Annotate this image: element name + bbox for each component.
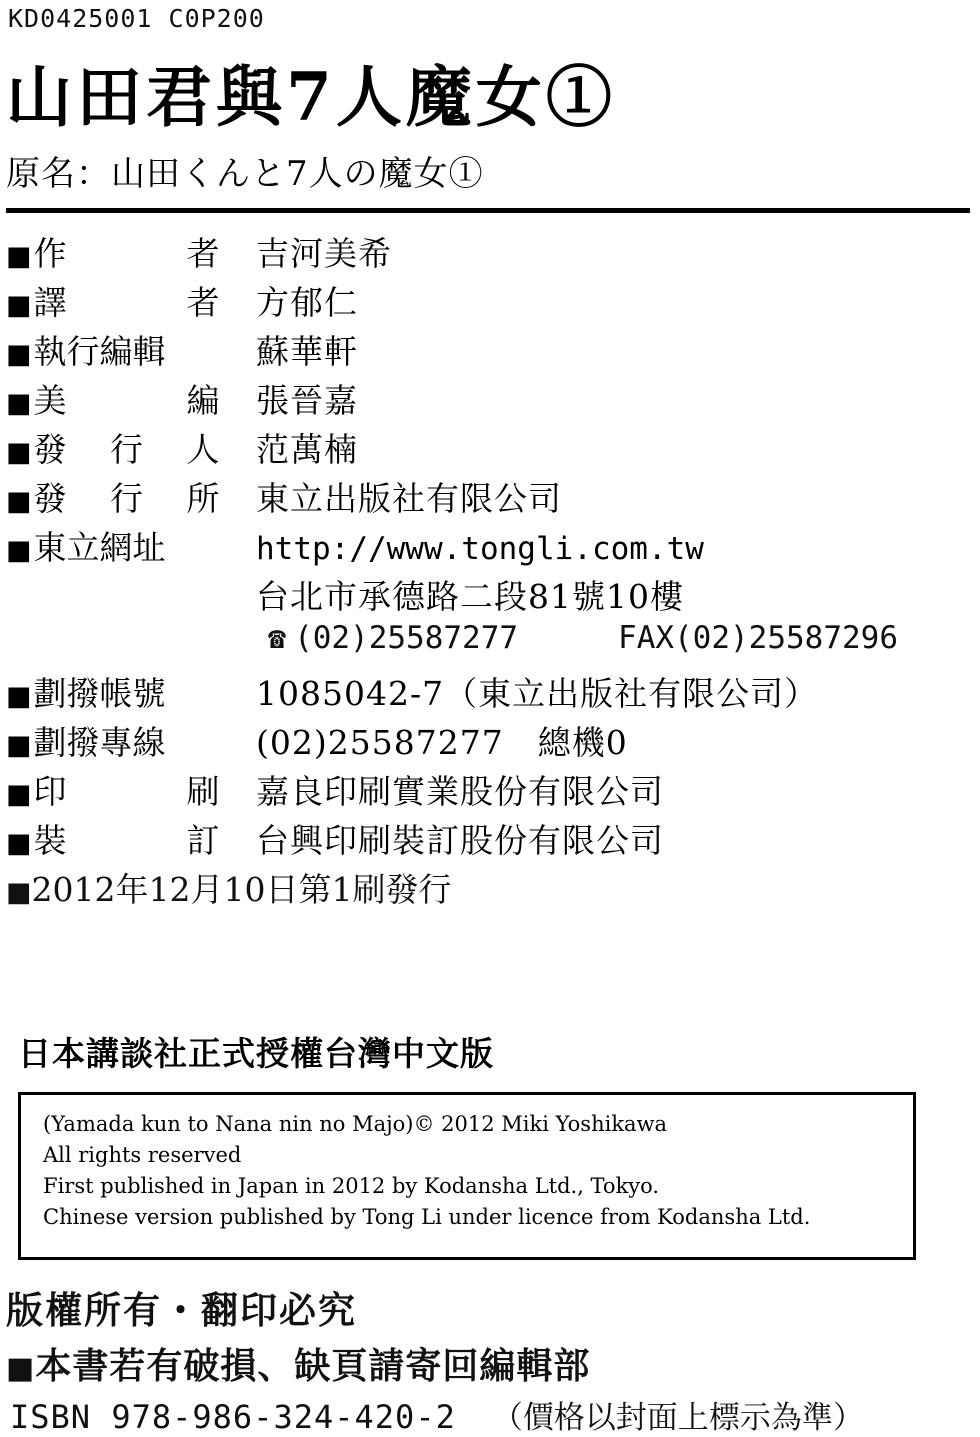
bullet-icon: ■ (6, 877, 32, 908)
credit-label-printing: ■ 印 刷 (6, 772, 220, 811)
credit-label-website: ■東立網址 (6, 528, 166, 567)
rights-reserved-text: 版權所有・翻印必究 (6, 1288, 357, 1332)
contact-row (6, 620, 972, 668)
credit-value-publisher-person: 范萬楠 (256, 430, 358, 469)
credit-value-binding: 台興印刷裝訂股份有限公司 (256, 821, 664, 860)
copyright-box (18, 1092, 916, 1260)
bullet-icon: ■ (6, 730, 32, 761)
credit-row-binding (6, 815, 972, 864)
bullet-icon: ■ (6, 388, 32, 419)
isbn-number: ISBN 978-986-324-420-2 (10, 1398, 456, 1436)
credit-value-author: 吉河美希 (256, 234, 392, 273)
credit-row-designer (6, 375, 972, 424)
copyright-line-1: (Yamada kun to Nana nin no Majo)© 2012 Miki Yoshikawa (43, 1112, 668, 1136)
credit-label-account-line: ■劃撥專線 (6, 723, 166, 762)
fax-number: FAX(02)25587296 (618, 620, 898, 656)
bullet-icon: ■ (6, 1351, 36, 1386)
copyright-line-2: All rights reserved (43, 1143, 242, 1167)
credit-row-account (6, 668, 972, 717)
credit-value-translator: 方郁仁 (256, 283, 358, 322)
credit-row-translator (6, 277, 972, 326)
credit-label-designer: ■ 美 編 (6, 381, 220, 420)
credit-label-publisher-person: ■ 發 行 人 (6, 430, 220, 469)
divider-top (6, 208, 970, 213)
credit-row-editor (6, 326, 972, 375)
credit-label-binding: ■ 裝 訂 (6, 821, 220, 860)
credit-label-translator: ■ 譯 者 (6, 283, 220, 322)
credit-value-editor: 蘇華軒 (256, 332, 358, 371)
credit-label-author: ■ 作 者 (6, 234, 220, 273)
bullet-icon: ■ (6, 290, 32, 321)
isbn-row (10, 1392, 970, 1437)
address-row (6, 571, 972, 620)
bullet-icon: ■ (6, 779, 32, 810)
credit-row-publisher (6, 473, 972, 522)
credit-value-designer: 張晉嘉 (256, 381, 358, 420)
original-title: 原名：山田くんと7人の魔女① (6, 154, 484, 194)
credit-row-author (6, 228, 972, 277)
publish-date-row (6, 864, 972, 914)
publisher-address: 台北市承德路二段81號10樓 (256, 577, 684, 616)
copyright-line-3: First published in Japan in 2012 by Kodansha Ltd., Tokyo. (43, 1174, 660, 1198)
credit-value-printing: 嘉良印刷實業股份有限公司 (256, 772, 664, 811)
credit-row-printing (6, 766, 972, 815)
telephone-icon: ☎ (268, 621, 287, 656)
credit-label-account: ■劃撥帳號 (6, 674, 166, 713)
credit-row-account-line (6, 717, 972, 766)
bullet-icon: ■ (6, 535, 32, 566)
credit-value-account-line: (02)25587277 總機0 (256, 723, 628, 762)
page-title: 山田君與7人魔女① (6, 58, 616, 136)
credit-label-editor: ■執行編輯 (6, 332, 166, 371)
license-heading: 日本講談社正式授權台灣中文版 (18, 1034, 494, 1073)
price-note: （價格以封面上標示為準） (491, 1400, 864, 1436)
website-url[interactable]: http://www.tongli.com.tw (256, 531, 704, 567)
bullet-icon: ■ (6, 681, 32, 712)
credits-block (6, 228, 972, 914)
credit-value-account: 1085042-7（東立出版社有限公司） (256, 674, 819, 713)
copyright-line-4: Chinese version published by Tong Li under licence from Kodansha Ltd. (43, 1205, 811, 1229)
phone-number: ☎ (02)25587277 (268, 620, 519, 656)
bullet-icon: ■ (6, 241, 32, 272)
credit-row-website (6, 522, 972, 571)
bullet-icon: ■ (6, 437, 32, 468)
publish-date: 2012年12月10日第1刷發行 (31, 870, 452, 909)
credit-label-publisher: ■ 發 行 所 (6, 479, 220, 518)
catalog-code: KD0425001 C0P200 (8, 4, 265, 33)
credit-row-publisher-person (6, 424, 972, 473)
damaged-copy-notice: ■本書若有破損、缺頁請寄回編輯部 (6, 1345, 591, 1387)
credit-value-publisher: 東立出版社有限公司 (256, 479, 562, 518)
bullet-icon: ■ (6, 486, 32, 517)
bullet-icon: ■ (6, 339, 32, 370)
bullet-icon: ■ (6, 828, 32, 859)
